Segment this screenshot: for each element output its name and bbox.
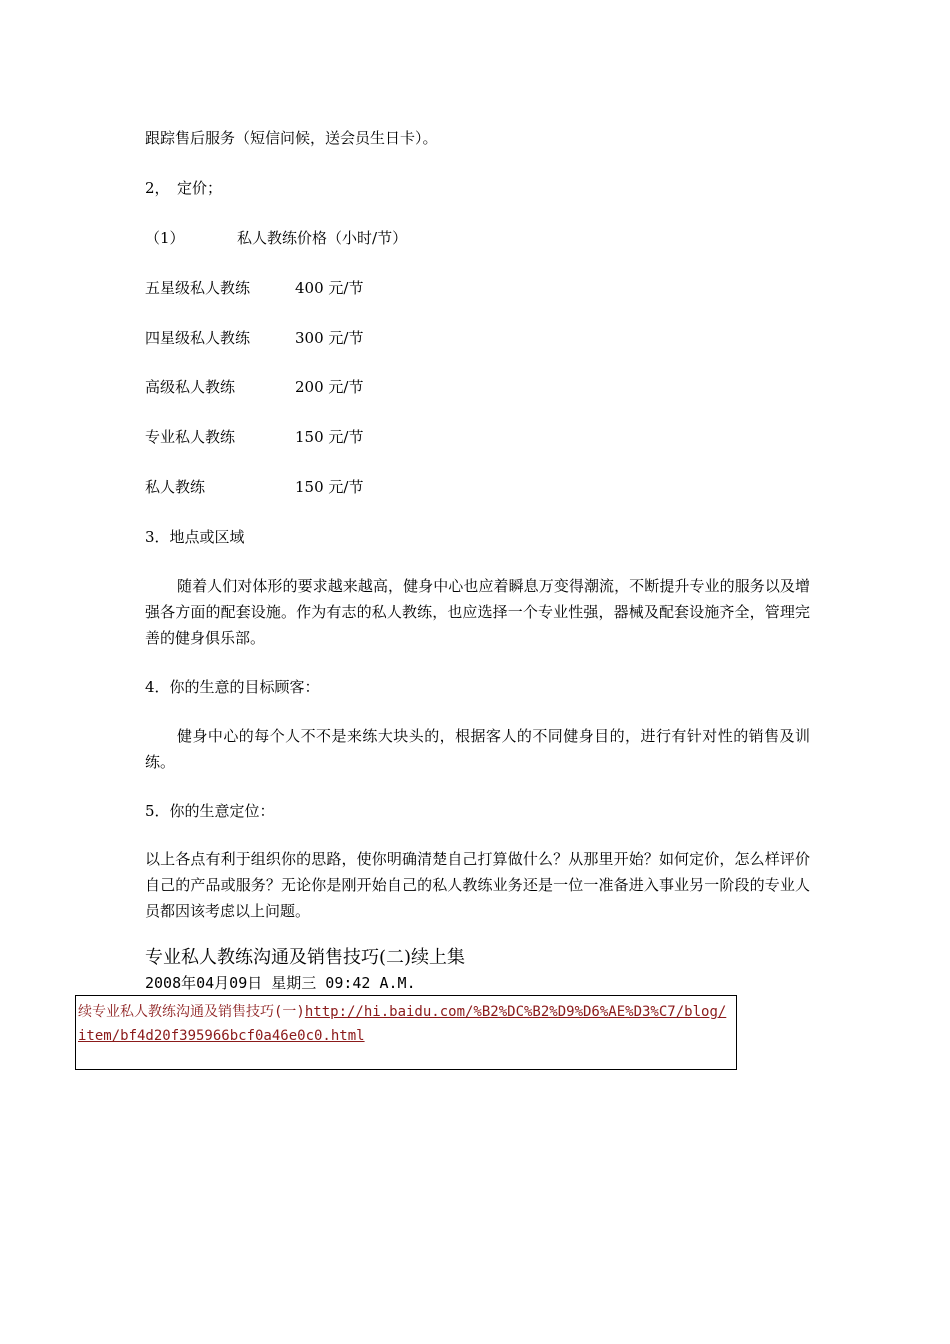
target-customer-paragraph: 健身中心的每个人不不是来练大块头的，根据客人的不同健身目的，进行有针对性的销售及训练。 bbox=[145, 727, 810, 771]
link-box bbox=[75, 995, 737, 1070]
trainer-level: 四星级私人教练 bbox=[145, 329, 251, 347]
trainer-price: 200 元/节 bbox=[295, 378, 364, 396]
trainer-price: 300 元/节 bbox=[295, 329, 364, 347]
location-paragraph: 随着人们对体形的要求越来越高，健身中心也应着瞬息万变得潮流，不断提升专业的服务以及增强各方面的配套设施。作为有志的私人教练，也应选择一个专业性强，器械及配套设施齐全，管理完善的健身俱乐部。 bbox=[145, 577, 810, 647]
section-4-heading: 4．你的生意的目标顾客： bbox=[145, 678, 320, 696]
trainer-price: 150 元/节 bbox=[295, 428, 364, 446]
section-3-heading: 3．地点或区域 bbox=[145, 528, 245, 546]
price-row bbox=[145, 378, 363, 396]
section-5-heading: 5．你的生意定位： bbox=[145, 802, 275, 820]
article-title: 专业私人教练沟通及销售技巧(二)续上集 bbox=[145, 947, 466, 968]
price-row bbox=[145, 329, 363, 347]
price-row bbox=[145, 279, 363, 297]
link-prefix: 续专业私人教练沟通及销售技巧(一) bbox=[78, 1004, 305, 1020]
trainer-level: 高级私人教练 bbox=[145, 378, 236, 396]
article-date: 2008年04月09日 星期三 09:42 A.M. bbox=[145, 974, 416, 992]
price-table-heading: （1） 私人教练价格（小时/节） bbox=[145, 229, 408, 247]
blog-link[interactable]: http://hi.baidu.com/%B2%DC%B2%D9%D6%AE%D3%C7/blog/item/bf4d20f395966bcf0a46e0c0.html bbox=[78, 1004, 727, 1044]
link-text bbox=[78, 1000, 734, 1048]
trainer-level: 专业私人教练 bbox=[145, 428, 236, 446]
section-2-heading: 2， 定价； bbox=[145, 179, 223, 197]
trainer-level: 五星级私人教练 bbox=[145, 279, 251, 297]
price-row bbox=[145, 428, 363, 446]
positioning-paragraph: 以上各点有利于组织你的思路，使你明确清楚自己打算做什么？从那里开始？如何定价，怎么样评价自己的产品或服务？无论你是刚开始自己的私人教练业务还是一位一准备进入事业另一阶段的专业人员都因该考虑以上问题。 bbox=[145, 850, 810, 920]
price-row bbox=[145, 478, 363, 496]
trainer-price: 150 元/节 bbox=[295, 478, 364, 496]
trainer-price: 400 元/节 bbox=[295, 279, 364, 297]
trainer-level: 私人教练 bbox=[145, 478, 206, 496]
after-sales-line: 跟踪售后服务（短信问候，送会员生日卡）。 bbox=[145, 129, 438, 147]
